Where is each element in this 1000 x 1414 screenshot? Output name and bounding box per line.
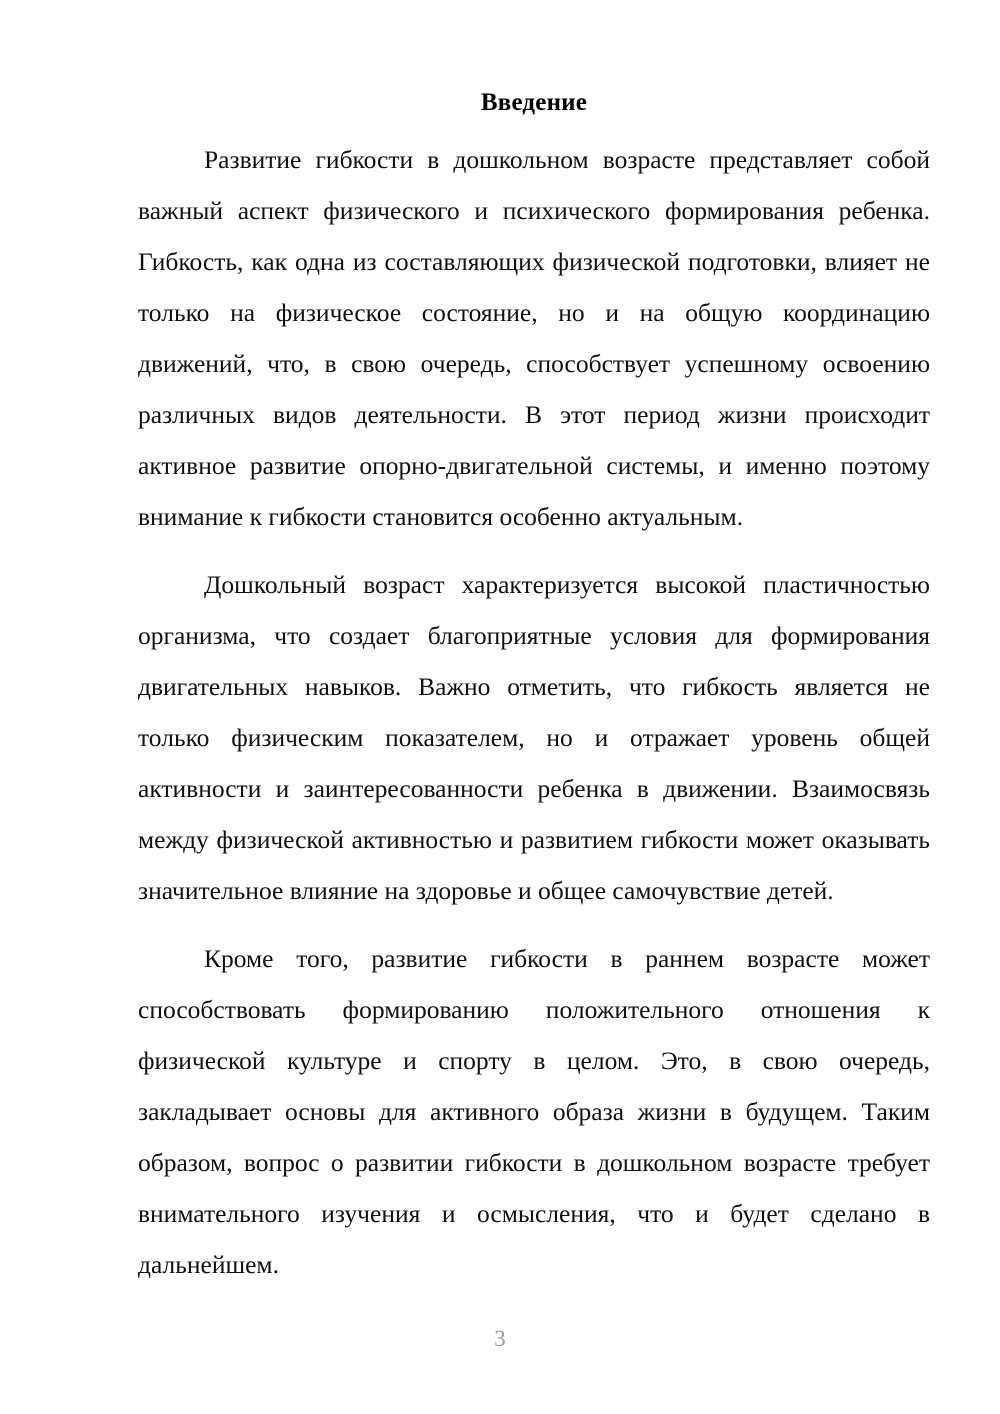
body-paragraph-3: Кроме того, развитие гибкости в раннем возрасте может способствовать формированию положительного отношения к физической культуре и спорту в целом. Это, в свою очередь, закладывает основы для активного образа жизни в будущем. Таким образом, вопрос о развитии гибкости в дошкольном возрасте требует внимательного изучения и осмысления, что и будет сделано в дальнейшем. xyxy=(138,944,930,1279)
page-number: 3 xyxy=(494,1326,506,1351)
body-paragraph-2: Дошкольный возраст характеризуется высокой пластичностью организма, что создает благоприятные условия для формирования двигательных навыков. Важно отметить, что гибкость является не только физическим показателем, но и отражает уровень общей активности и заинтересованности ребенка в движении. Взаимосвязь между физической активностью и развитием гибкости может оказывать значительное влияние на здоровье и общее самочувствие детей. xyxy=(138,570,930,905)
page-content xyxy=(138,88,930,1290)
body-paragraph-1: Развитие гибкости в дошкольном возрасте представляет собой важный аспект физического и психического формирования ребенка. Гибкость, как одна из составляющих физической подготовки, влияет не только на физическое состояние, но и на общую координацию движений, что, в свою очередь, способствует успешному освоению различных видов деятельности. В этот период жизни происходит активное развитие опорно-двигательной системы, и именно поэтому внимание к гибкости становится особенно актуальным. xyxy=(138,145,930,531)
page-title: Введение xyxy=(480,89,588,116)
